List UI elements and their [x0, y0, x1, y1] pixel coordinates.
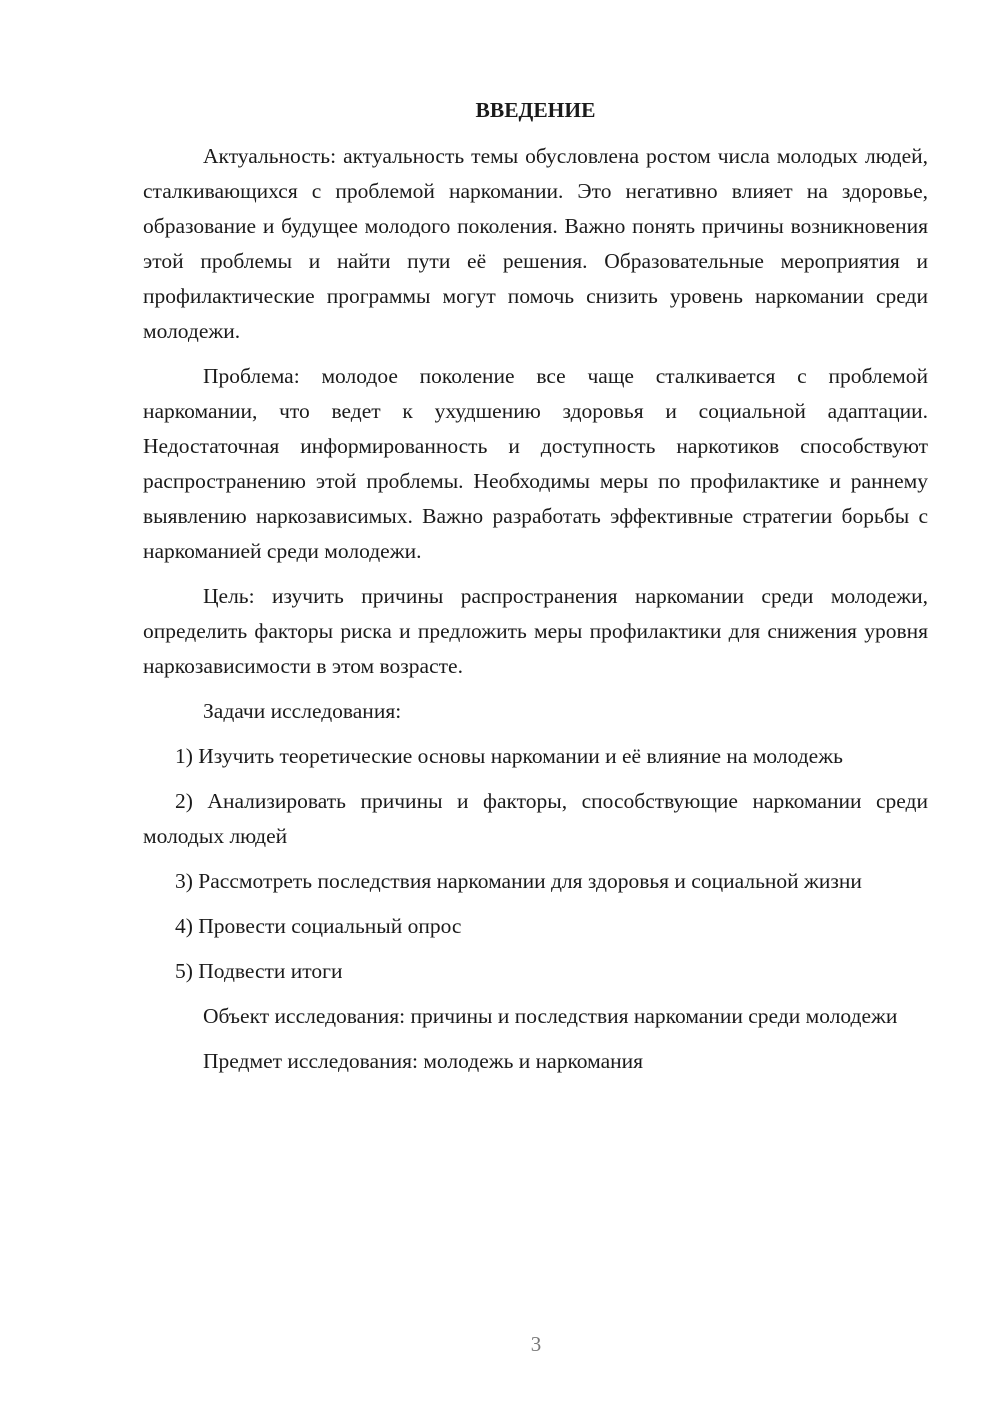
paragraph-problem: Проблема: молодое поколение все чаще сталкивается с проблемой наркомании, что ведет к ухудшению здоровья и социальной адаптации. Недостаточная информированность и доступность наркотиков способствуют распространению этой проблемы. Необходимы меры по профилактике и раннему выявлению наркозависимых. Важно разработать эффективные стратегии борьбы с наркоманией среди молодежи. [143, 364, 928, 563]
task-item-4: 4) Провести социальный опрос [175, 914, 462, 938]
task-item-1: 1) Изучить теоретические основы наркомании и её влияние на молодежь [175, 744, 843, 768]
paragraph-object: Объект исследования: причины и последствия наркомании среди молодежи [203, 1004, 898, 1028]
task-item-3: 3) Рассмотреть последствия наркомании для здоровья и социальной жизни [175, 869, 862, 893]
task-item-5: 5) Подвести итоги [175, 959, 343, 983]
tasks-heading: Задачи исследования: [203, 699, 402, 723]
page-title: ВВЕДЕНИЕ [475, 98, 596, 122]
document-page [143, 93, 928, 1089]
paragraph-relevance: Актуальность: актуальность темы обусловлена ростом числа молодых людей, сталкивающихся с проблемой наркомании. Это негативно влияет на здоровье, образование и будущее молодого поколения. Важно понять причины возникновения этой проблемы и найти пути её решения. Образовательные мероприятия и профилактические программы могут помочь снизить уровень наркомании среди молодежи. [143, 144, 928, 343]
task-item-2: 2) Анализировать причины и факторы, способствующие наркомании среди молодых людей [143, 789, 928, 848]
paragraph-subject: Предмет исследования: молодежь и наркомания [203, 1049, 644, 1073]
paragraph-goal: Цель: изучить причины распространения наркомании среди молодежи, определить факторы риска и предложить меры профилактики для снижения уровня наркозависимости в этом возрасте. [143, 584, 928, 678]
page-number: 3 [530, 1332, 542, 1356]
